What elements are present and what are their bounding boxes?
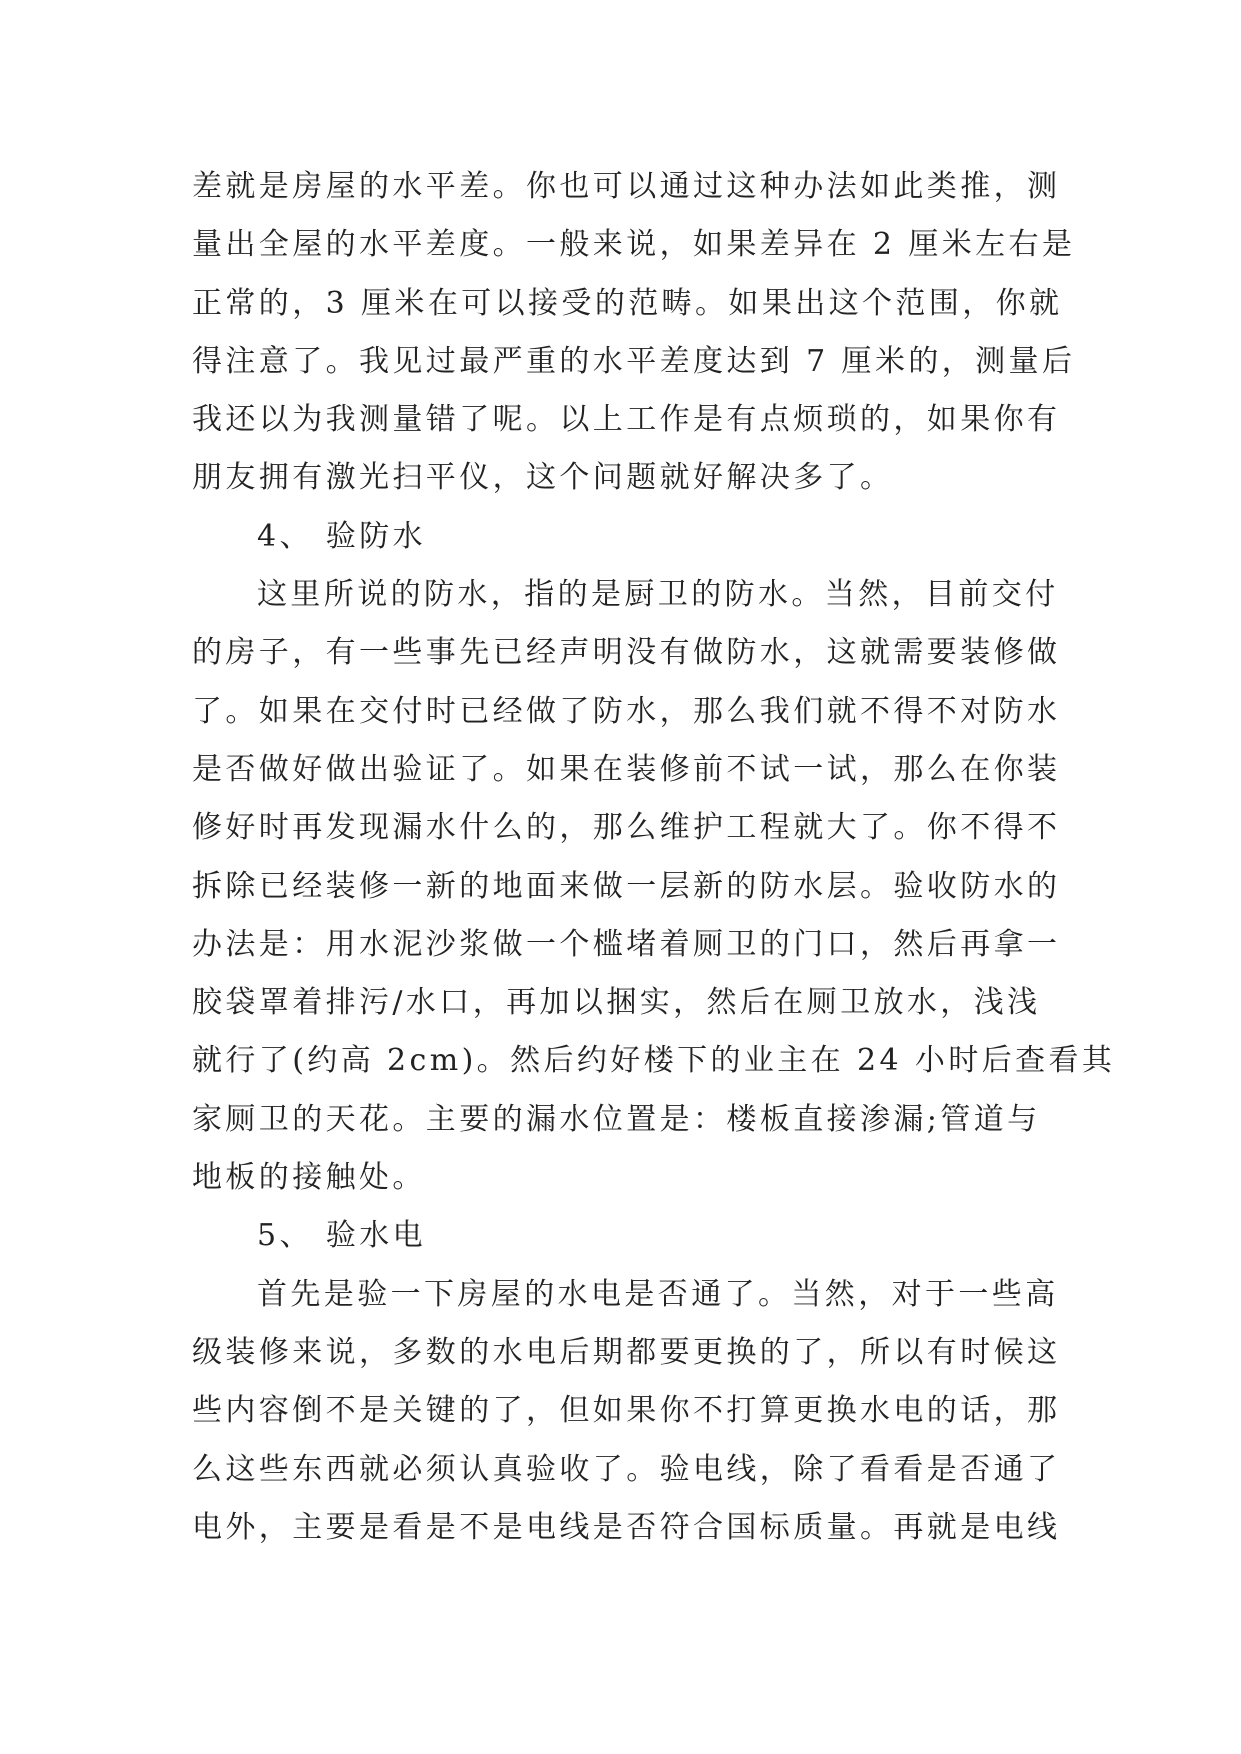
text-line: 差就是房屋的水平差。你也可以通过这种办法如此类推，测 — [192, 169, 1061, 204]
text-line: 首先是验一下房屋的水电是否通了。当然，对于一些高 — [257, 1276, 1059, 1312]
document-body — [192, 158, 1116, 1557]
text-line: 了。如果在交付时已经做了防水，那么我们就不得不对防水 — [192, 693, 1061, 729]
text-line: 正常的，3 厘米在可以接受的范畴。如果出这个范围，你就 — [192, 285, 1063, 321]
text-line: 修好时再发现漏水什么的，那么维护工程就大了。你不得不 — [192, 810, 1061, 846]
text-line: 朋友拥有激光扫平仪，这个问题就好解决多了。 — [192, 460, 894, 496]
text-line: 5、 验水电 — [257, 1218, 427, 1254]
text-line: 家厕卫的天花。主要的漏水位置是：楼板直接渗漏;管道与 — [192, 1101, 1041, 1137]
text-line: 胶袋罩着排污/水口，再加以捆实，然后在厕卫放水，浅浅 — [192, 985, 1041, 1021]
text-line: 的房子，有一些事先已经声明没有做防水，这就需要装修做 — [192, 635, 1061, 671]
text-line: 4、 验防水 — [257, 518, 427, 554]
text-line: 是否做好做出验证了。如果在装修前不试一试，那么在你装 — [192, 751, 1061, 787]
text-line: 这里所说的防水，指的是厨卫的防水。当然，目前交付 — [257, 577, 1059, 613]
text-line: 我还以为我测量错了呢。以上工作是有点烦琐的，如果你有 — [192, 402, 1061, 438]
text-line: 么这些东西就必须认真验收了。验电线，除了看看是否通了 — [192, 1451, 1061, 1487]
text-line: 得注意了。我见过最严重的水平差度达到 7 厘米的，测量后 — [192, 343, 1076, 379]
text-line: 些内容倒不是关键的了，但如果你不打算更换水电的话，那 — [192, 1393, 1061, 1429]
text-line: 电外，主要是看是不是电线是否符合国标质量。再就是电线 — [192, 1509, 1061, 1545]
text-line: 量出全屋的水平差度。一般来说，如果差异在 2 厘米左右是 — [192, 227, 1076, 263]
text-line: 就行了(约高 2cm)。然后约好楼下的业主在 24 小时后查看其 — [192, 1043, 1116, 1079]
text-line: 拆除已经装修一新的地面来做一层新的防水层。验收防水的 — [192, 868, 1061, 904]
text-line: 地板的接触处。 — [192, 1160, 426, 1196]
text-line: 级装修来说，多数的水电后期都要更换的了，所以有时候这 — [192, 1334, 1061, 1370]
text-line: 办法是：用水泥沙浆做一个槛堵着厕卫的门口，然后再拿一 — [192, 926, 1061, 962]
